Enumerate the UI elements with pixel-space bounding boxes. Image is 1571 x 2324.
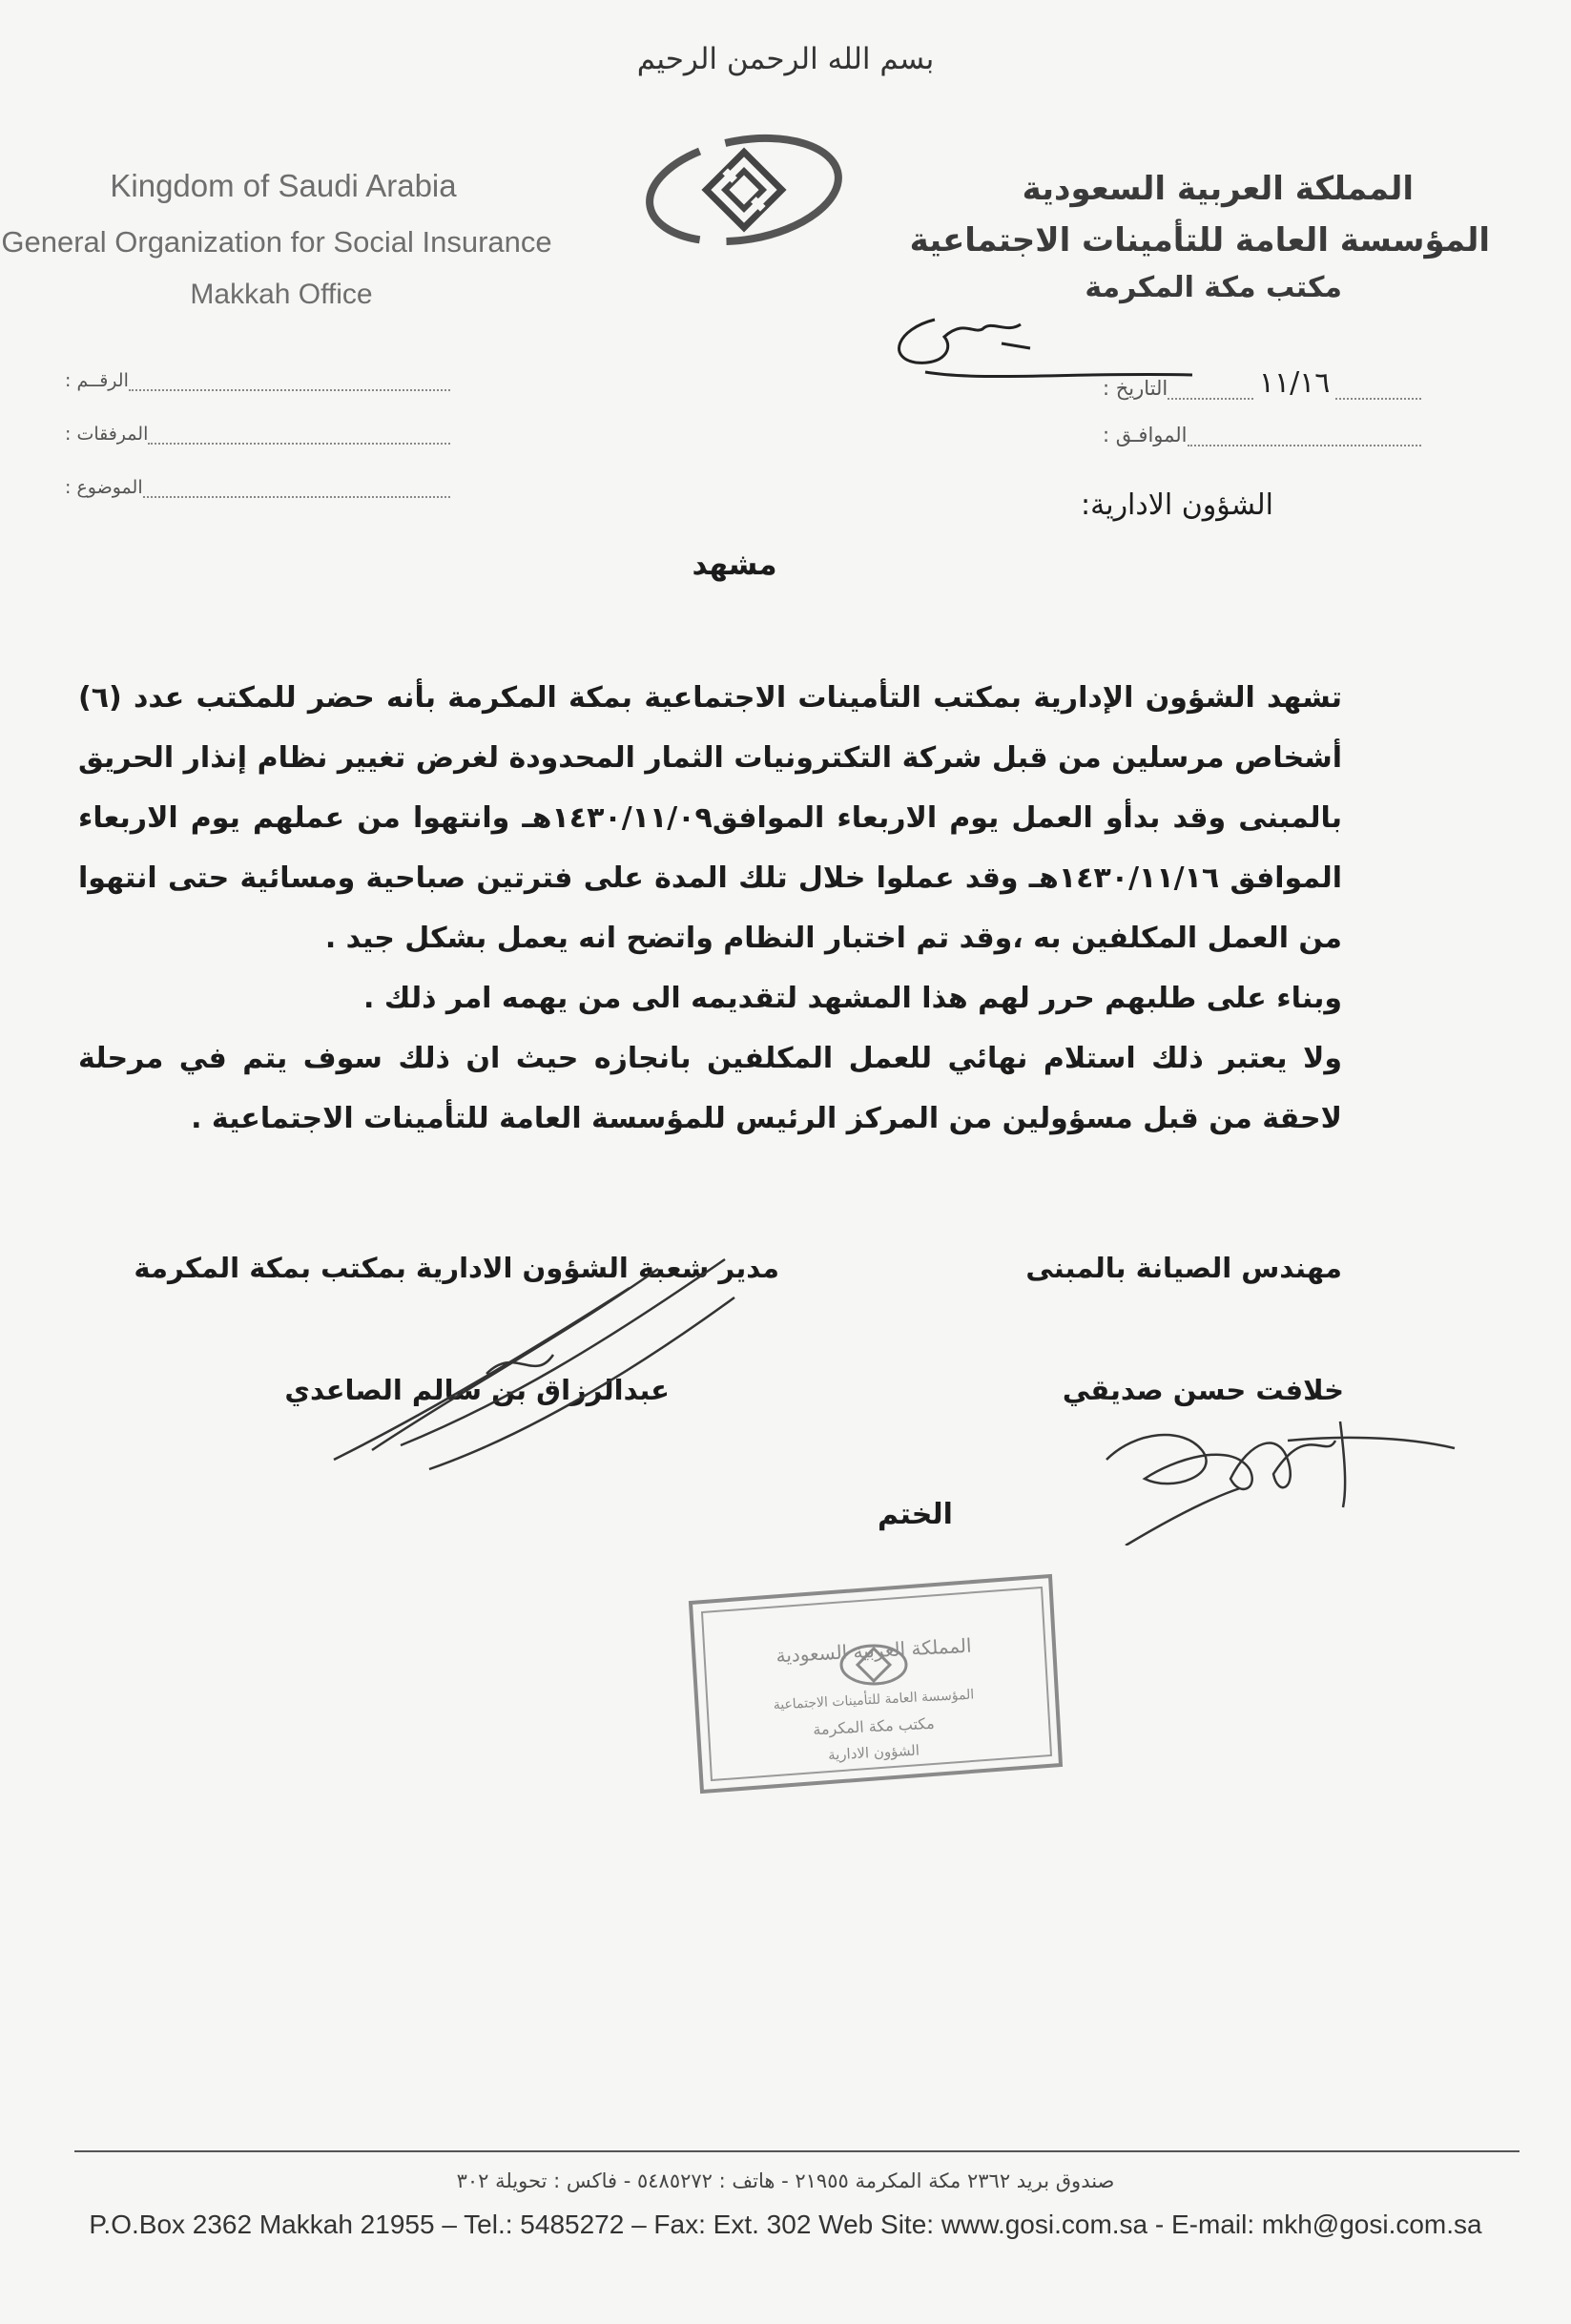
meta-attachments-dots <box>148 429 450 445</box>
footer-divider <box>74 2150 1519 2152</box>
gosi-logo-icon <box>644 132 844 248</box>
meta-subject-label: الموضوع : <box>65 477 143 498</box>
letterhead-en-kingdom: Kingdom of Saudi Arabia <box>110 168 457 203</box>
signatory-right-name: خلافت حسن صديقي <box>1062 1374 1344 1406</box>
body-paragraph: ولا يعتبر ذلك استلام نهائي للعمل المكلفين بانجازه حيث ان ذلك سوف يتم في مرحلة لاحقة من قبل مسؤولين من المركز الرئيس للمؤسسة العامة للتأمينات الاجتماعية . <box>78 1042 1342 1135</box>
official-stamp <box>683 1565 1065 1798</box>
body-paragraph: وبناء على طلبهم حرر لهم هذا المشهد لتقديمه الى من يهمه امر ذلك . <box>363 982 1342 1015</box>
letterhead-en-office: Makkah Office <box>190 279 373 310</box>
meta-subject-dots <box>143 483 450 498</box>
meta-date-row <box>1097 366 1421 400</box>
meta-date-dots <box>1168 384 1253 400</box>
meta-corresponding-label: الموافـق : <box>1103 424 1188 446</box>
meta-corresponding-row <box>1097 424 1421 446</box>
stamp-line-department: الشؤون الادارية <box>827 1741 920 1764</box>
footer-arabic: صندوق بريد ٢٣٦٢ مكة المكرمة ٢١٩٥٥ - هاتف : ٥٤٨٥٢٧٢ - فاكس : تحويلة ٣٠٢ <box>456 2169 1115 2192</box>
letterhead-ar-kingdom: المملكة العربية السعودية <box>1022 170 1414 208</box>
document-heading: مشهد <box>692 548 777 582</box>
footer-english: P.O.Box 2362 Makkah 21955 – Tel.: 5485272 – Fax: Ext. 302 Web Site: www.gosi.com.sa - E-mail: mkh@gosi.com.sa <box>89 2210 1482 2239</box>
basmala: بسم الله الرحمن الرحيم <box>636 42 935 76</box>
meta-corresponding-dots <box>1188 431 1421 446</box>
letterhead-ar-office: مكتب مكة المكرمة <box>1085 271 1342 304</box>
stamp-line-kingdom: المملكة العربية السعودية <box>775 1633 973 1668</box>
meta-date-value: ١١/١٦ <box>1258 366 1331 400</box>
meta-number-dots <box>129 376 450 391</box>
signatory-right-title: مهندس الصيانة بالمبنى <box>1025 1252 1342 1284</box>
letter-body <box>78 668 1342 1149</box>
stamp-line-office: مكتب مكة المكرمة <box>812 1713 936 1739</box>
signatory-left-title: مدير شعبة الشؤون الادارية بمكتب بمكة المكرمة <box>134 1252 779 1284</box>
meta-number-label: الرقــم : <box>65 370 129 391</box>
body-paragraph: تشهد الشؤون الإدارية بمكتب التأمينات الاجتماعية بمكة المكرمة بأنه حضر للمكتب عدد (٦) أشخاص مرسلين من قبل شركة التكترونيات الثمار المحدودة لغرض تغيير نظام إنذار الحريق بالمبنى وقد بدأو العمل يوم الاربعاء الموافق١٤٣٠/١١/٠٩هـ وانتهوا من عملهم يوم الاربعاء الموافق ١٤٣٠/١١/١٦هـ وقد عملوا خلال تلك المدة على فترتين صباحية ومسائية حتى انتهوا من العمل المكلفين به ،وقد تم اختبار النظام واتضح انه يعمل بشكل جيد . <box>78 681 1343 955</box>
letterhead-ar-organization: المؤسسة العامة للتأمينات الاجتماعية <box>909 221 1490 259</box>
letterhead-en-organization: General Organization for Social Insurance <box>1 225 552 259</box>
meta-date-label: التاريخ : <box>1103 377 1168 400</box>
meta-subject-row <box>59 477 450 498</box>
stamp-label: الختم <box>878 1498 953 1531</box>
meta-attachments-label: المرفقات : <box>65 424 149 445</box>
meta-attachments-row <box>59 424 450 445</box>
stamp-line-organization: المؤسسة العامة للتأمينات الاجتماعية <box>773 1687 975 1713</box>
signature-left-scribble <box>315 1231 754 1479</box>
signature-right-scribble <box>1097 1402 1459 1546</box>
signatory-left-name: عبدالرزاق بن سالم الصاعدي <box>284 1374 670 1406</box>
meta-date-dots-tail <box>1335 384 1421 400</box>
addressee: الشؤون الادارية: <box>1081 488 1273 522</box>
meta-number-row <box>59 370 450 391</box>
